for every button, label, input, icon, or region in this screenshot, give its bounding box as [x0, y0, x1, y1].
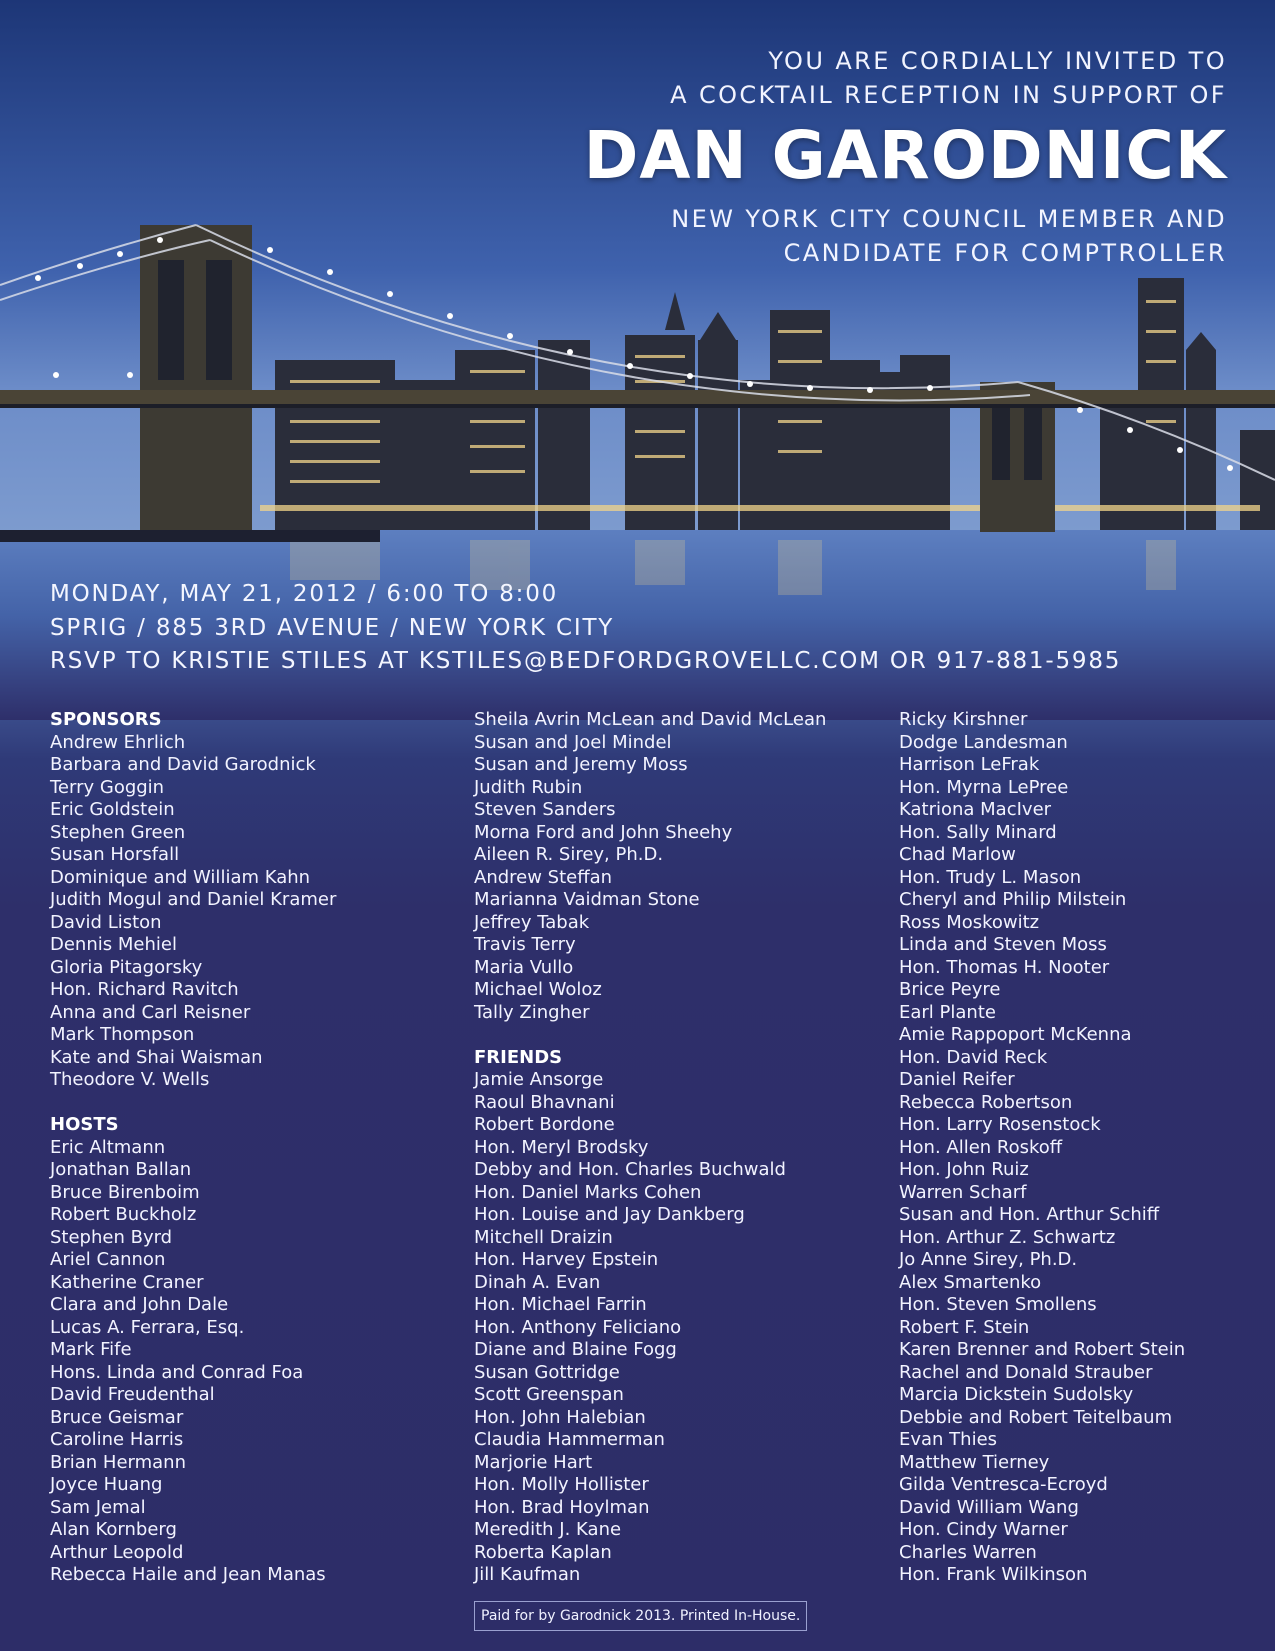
supporter-name: Hon. Larry Rosenstock	[899, 1114, 1101, 1135]
supporter-name: David Freudenthal	[50, 1384, 215, 1405]
supporter-name: Ricky Kirshner	[899, 709, 1028, 730]
supporter-name: Hon. Myrna LePree	[899, 776, 1069, 798]
supporter-name: Bruce Geismar	[50, 1406, 184, 1428]
supporter-name: Clara and John Dale	[50, 1294, 229, 1315]
friends-list-continued	[899, 709, 1275, 1587]
sponsors-heading: SPONSORS	[50, 709, 162, 730]
supporter-name: Jill Kaufman	[474, 1564, 581, 1585]
supporter-name: Robert F. Stein	[899, 1316, 1030, 1338]
supporter-name: Debbie and Robert Teitelbaum	[899, 1406, 1173, 1428]
supporter-name: Claudia Hammerman	[474, 1429, 665, 1450]
supporter-name: Marcia Dickstein Sudolsky	[899, 1384, 1134, 1405]
supporter-name: Dennis Mehiel	[50, 934, 177, 955]
supporter-name: Hon. Brad Hoylman	[474, 1496, 650, 1518]
supporter-name: Mitchell Draizin	[474, 1226, 613, 1248]
supporter-name: Hon. Richard Ravitch	[50, 979, 239, 1000]
supporter-name: David William Wang	[899, 1496, 1079, 1518]
supporter-name: Ross Moskowitz	[899, 911, 1040, 933]
supporter-name: Caroline Harris	[50, 1429, 184, 1450]
supporter-name: Hon. Michael Farrin	[474, 1294, 647, 1315]
supporter-name: Hon. Meryl Brodsky	[474, 1136, 649, 1158]
column-1	[50, 709, 450, 1587]
supporter-name: Hon. Trudy L. Mason	[899, 866, 1082, 888]
supporter-name: Judith Mogul and Daniel Kramer	[50, 889, 337, 910]
friends-heading: FRIENDS	[474, 1046, 563, 1068]
supporter-name: Jamie Ansorge	[474, 1069, 604, 1090]
supporter-name: Maria Vullo	[474, 956, 574, 978]
supporter-name: Eric Altmann	[50, 1136, 166, 1158]
candidate-title-line: NEW YORK CITY COUNCIL MEMBER AND	[671, 205, 1227, 233]
column-2	[474, 709, 874, 1587]
hosts-heading: HOSTS	[50, 1114, 119, 1135]
supporter-name: Susan and Hon. Arthur Schiff	[899, 1204, 1160, 1225]
supporter-name: Kate and Shai Waisman	[50, 1046, 263, 1068]
supporter-name: Ariel Cannon	[50, 1249, 166, 1270]
invitation-line: YOU ARE CORDIALLY INVITED TO	[768, 47, 1227, 75]
supporter-name: Earl Plante	[899, 1001, 996, 1023]
supporter-name: Rebecca Robertson	[899, 1091, 1073, 1113]
supporter-name: Jonathan Ballan	[50, 1159, 192, 1180]
supporter-name: Susan Horsfall	[50, 844, 180, 865]
supporter-name: Meredith J. Kane	[474, 1519, 622, 1540]
supporter-name: Hon. Anthony Feliciano	[474, 1316, 682, 1338]
supporter-name: Hon. Arthur Z. Schwartz	[899, 1226, 1116, 1248]
supporter-name: Linda and Steven Moss	[899, 934, 1107, 955]
supporter-name: David Liston	[50, 911, 162, 933]
supporter-name: Stephen Byrd	[50, 1226, 173, 1248]
supporter-name: Robert Buckholz	[50, 1204, 197, 1225]
supporter-name: Raoul Bhavnani	[474, 1091, 615, 1113]
supporter-name: Harrison LeFrak	[899, 754, 1040, 775]
supporter-name: Katherine Craner	[50, 1271, 204, 1293]
column-3	[899, 709, 1275, 1587]
supporter-name: Hon. David Reck	[899, 1046, 1048, 1068]
supporter-name: Hon. Sally Minard	[899, 821, 1057, 843]
supporter-name: Daniel Reifer	[899, 1069, 1015, 1090]
supporter-name: Eric Goldstein	[50, 799, 175, 820]
supporter-name: Jo Anne Sirey, Ph.D.	[899, 1249, 1078, 1270]
supporter-name: Warren Scharf	[899, 1181, 1027, 1203]
supporter-name: Steven Sanders	[474, 799, 616, 820]
supporter-name: Hon. Harvey Epstein	[474, 1249, 659, 1270]
supporter-name: Hon. Molly Hollister	[474, 1474, 649, 1495]
invitation-line: A COCKTAIL RECEPTION IN SUPPORT OF	[670, 81, 1227, 109]
supporter-name: Sheila Avrin McLean and David McLean	[474, 709, 827, 730]
supporter-name: Hon. Frank Wilkinson	[899, 1564, 1088, 1585]
supporter-name: Cheryl and Philip Milstein	[899, 889, 1127, 910]
supporter-name: Dominique and William Kahn	[50, 866, 311, 888]
paid-for-disclaimer: Paid for by Garodnick 2013. Printed In-House.	[474, 1601, 807, 1631]
invitation-header	[584, 44, 1227, 270]
hosts-list-continued	[474, 709, 874, 1024]
supporter-name: Robert Bordone	[474, 1114, 615, 1135]
supporter-name: Chad Marlow	[899, 844, 1016, 865]
supporter-name: Sam Jemal	[50, 1496, 146, 1518]
supporter-name: Gilda Ventresca-Ecroyd	[899, 1474, 1108, 1495]
candidate-name: DAN GARODNICK	[583, 117, 1227, 194]
supporter-name: Hon. Cindy Warner	[899, 1519, 1068, 1540]
supporter-name: Rebecca Haile and Jean Manas	[50, 1564, 326, 1585]
supporter-name: Brice Peyre	[899, 979, 1001, 1000]
supporter-name: Hon. John Halebian	[474, 1406, 646, 1428]
supporter-name: Scott Greenspan	[474, 1384, 624, 1405]
supporter-name: Barbara and David Garodnick	[50, 754, 316, 775]
supporter-name: Rachel and Donald Strauber	[899, 1361, 1153, 1383]
candidate-title-line: CANDIDATE FOR COMPTROLLER	[783, 239, 1227, 267]
supporter-name: Bruce Birenboim	[50, 1181, 200, 1203]
supporter-name: Susan and Joel Mindel	[474, 731, 672, 753]
supporter-name: Roberta Kaplan	[474, 1541, 612, 1563]
supporter-name: Debby and Hon. Charles Buchwald	[474, 1159, 786, 1180]
supporter-name: Hon. John Ruiz	[899, 1159, 1029, 1180]
supporter-name: Judith Rubin	[474, 776, 583, 798]
supporter-name: Mark Thompson	[50, 1024, 195, 1045]
supporter-name: Michael Woloz	[474, 979, 602, 1000]
supporter-name: Terry Goggin	[50, 776, 165, 798]
supporter-name: Lucas A. Ferrara, Esq.	[50, 1316, 245, 1338]
supporter-name: Hon. Steven Smollens	[899, 1294, 1097, 1315]
supporter-name: Aileen R. Sirey, Ph.D.	[474, 844, 664, 865]
supporter-name: Andrew Ehrlich	[50, 731, 186, 753]
supporter-name: Arthur Leopold	[50, 1541, 184, 1563]
supporter-name: Dinah A. Evan	[474, 1271, 601, 1293]
supporter-name: Stephen Green	[50, 821, 186, 843]
supporter-name: Alan Kornberg	[50, 1519, 177, 1540]
event-details	[50, 578, 1121, 679]
supporter-name: Hon. Thomas H. Nooter	[899, 956, 1110, 978]
supporter-name: Alex Smartenko	[899, 1271, 1042, 1293]
supporter-name: Marianna Vaidman Stone	[474, 889, 700, 910]
supporter-name: Charles Warren	[899, 1541, 1037, 1563]
supporter-name: Dodge Landesman	[899, 731, 1068, 753]
supporter-name: Hon. Daniel Marks Cohen	[474, 1181, 702, 1203]
supporter-name: Amie Rappoport McKenna	[899, 1024, 1132, 1045]
supporter-name: Anna and Carl Reisner	[50, 1001, 251, 1023]
supporter-name: Diane and Blaine Fogg	[474, 1339, 677, 1360]
supporter-name: Karen Brenner and Robert Stein	[899, 1339, 1186, 1360]
supporter-name: Katriona MacIver	[899, 799, 1052, 820]
supporter-name: Hons. Linda and Conrad Foa	[50, 1361, 304, 1383]
supporter-name: Jeffrey Tabak	[474, 911, 590, 933]
supporter-name: Susan and Jeremy Moss	[474, 754, 688, 775]
hosts-list	[50, 1137, 450, 1587]
supporter-name: Evan Thies	[899, 1429, 998, 1450]
supporter-name: Morna Ford and John Sheehy	[474, 821, 733, 843]
supporter-name: Brian Hermann	[50, 1451, 186, 1473]
supporter-name: Andrew Steffan	[474, 866, 613, 888]
supporter-name: Tally Zingher	[474, 1001, 590, 1023]
sponsors-list	[50, 732, 450, 1092]
supporter-name: Marjorie Hart	[474, 1451, 593, 1473]
supporter-name: Matthew Tierney	[899, 1451, 1050, 1473]
supporter-name: Travis Terry	[474, 934, 576, 955]
supporter-name: Mark Fife	[50, 1339, 132, 1360]
supporter-name: Hon. Louise and Jay Dankberg	[474, 1204, 745, 1225]
event-date: MONDAY, MAY 21, 2012 / 6:00 TO 8:00	[50, 581, 559, 607]
supporter-name: Theodore V. Wells	[50, 1069, 210, 1090]
event-location: SPRIG / 885 3RD AVENUE / NEW YORK CITY	[50, 614, 615, 641]
event-rsvp: RSVP TO KRISTIE STILES AT KSTILES@BEDFORDGROVELLC.COM OR 917-881-5985	[50, 648, 1122, 674]
supporter-name: Hon. Allen Roskoff	[899, 1136, 1063, 1158]
supporter-name: Joyce Huang	[50, 1474, 163, 1495]
supporter-name: Susan Gottridge	[474, 1361, 620, 1383]
friends-list	[474, 1069, 874, 1587]
supporter-name: Gloria Pitagorsky	[50, 956, 203, 978]
